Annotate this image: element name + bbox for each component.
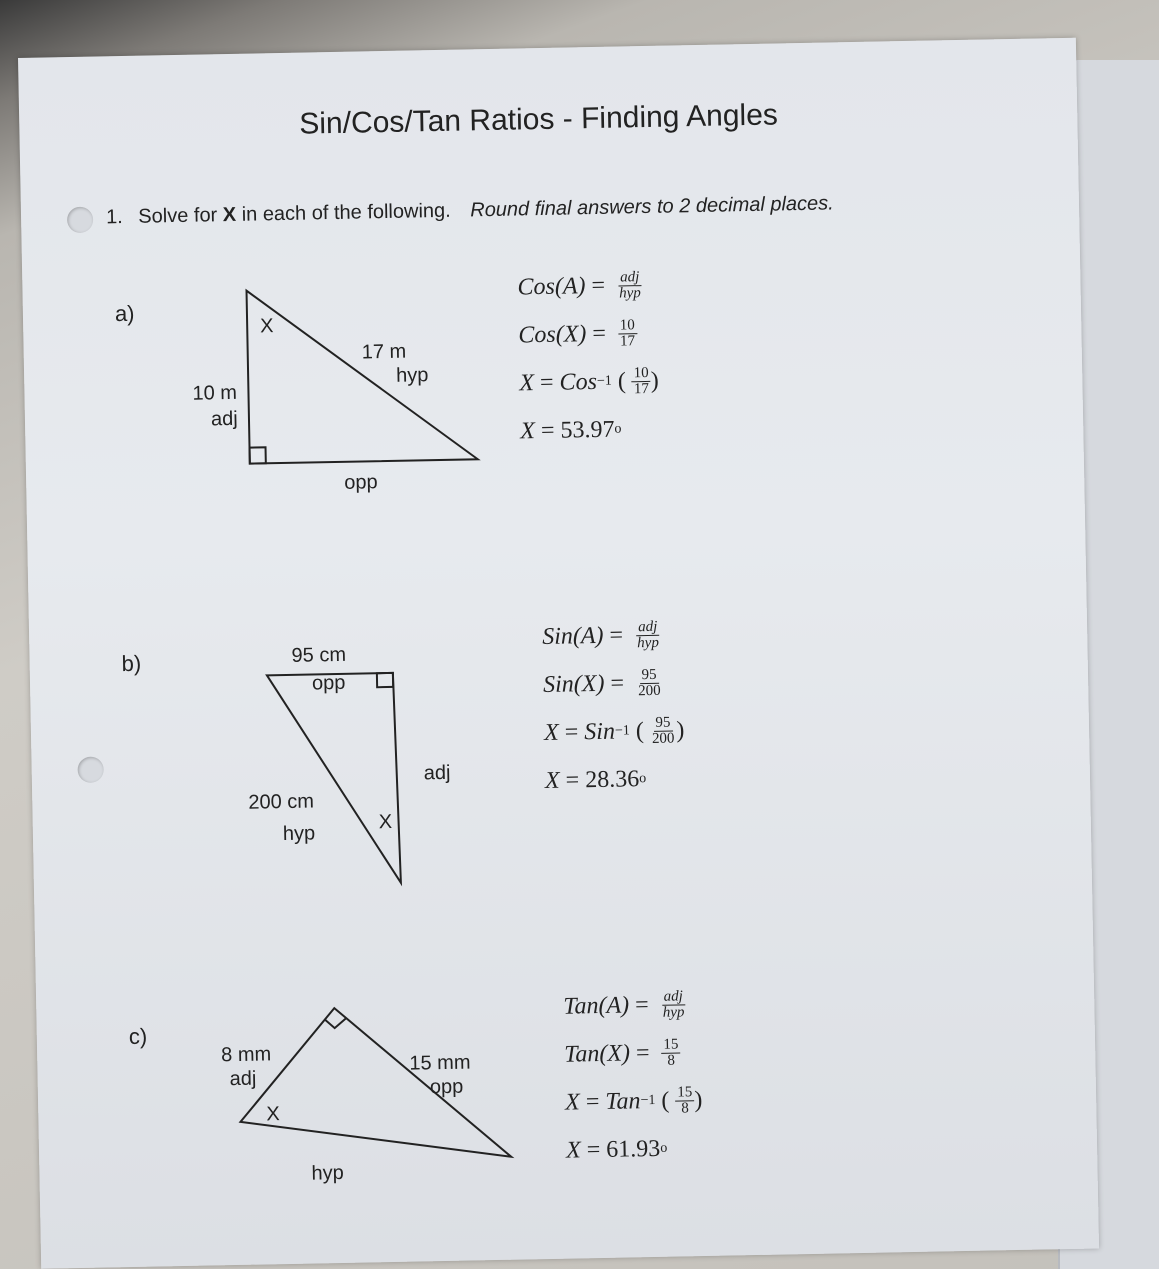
- instruction-text: Solve for: [138, 204, 218, 228]
- page-title: Sin/Cos/Tan Ratios - Finding Angles: [299, 98, 779, 141]
- question-number: 1.: [105, 206, 123, 229]
- fraction-numerator: adj: [662, 989, 685, 1005]
- fraction-numerator: 10: [618, 318, 637, 334]
- inverse-function: Sin: [584, 718, 616, 745]
- degree-symbol: o: [639, 771, 647, 787]
- side-role-label: hyp: [282, 822, 316, 846]
- answer-value: 53.97: [560, 416, 615, 444]
- angle-x-label: X: [259, 315, 274, 338]
- degree-symbol: o: [660, 1140, 668, 1156]
- rounding-note: Round final answers to 2 decimal places.: [470, 192, 834, 222]
- angle-x-label: X: [378, 810, 393, 834]
- inverse-function: Tan: [605, 1087, 641, 1115]
- answer-lhs: X: [544, 767, 560, 794]
- inverse-lhs: X: [519, 369, 535, 396]
- inverse-lhs: X: [564, 1088, 581, 1116]
- side-length-label: 200 cm: [248, 790, 315, 814]
- ratio-substitution: Tan(X): [563, 1039, 631, 1068]
- fraction-denominator: 200: [637, 682, 661, 699]
- fraction-numerator: 10: [632, 365, 651, 381]
- side-role-label: hyp: [311, 1161, 344, 1185]
- side-length-label: 10 m: [192, 381, 238, 405]
- problem-label-b: b): [121, 650, 142, 677]
- work-c: Tan(A) = $\frac{\text{adj}}{\text{hyp}}$ Tan(X) = $\frac{15}{8}$ X = Tan −1 ( $\frac{15}{8}$ ) X = 61.93 o: [563, 987, 703, 1164]
- triangle-a: [242, 284, 485, 469]
- problem-label-a: a): [114, 300, 135, 327]
- instruction-variable: X: [222, 203, 237, 227]
- fraction-numerator: adj: [636, 619, 659, 635]
- answer-lhs: X: [565, 1136, 581, 1164]
- fraction-denominator: 17: [619, 332, 636, 349]
- side-role-label: opp: [344, 471, 378, 494]
- side-role-label: opp: [429, 1075, 464, 1099]
- fraction-numerator: adj: [618, 270, 641, 286]
- fraction-numerator: 15: [675, 1085, 694, 1101]
- ratio-definition: Cos(A): [517, 272, 586, 300]
- side-length-label: 17 m: [361, 340, 407, 364]
- inverse-lhs: X: [543, 719, 559, 746]
- fraction-denominator: 200: [651, 730, 675, 747]
- answer-value: 61.93: [606, 1135, 661, 1163]
- degree-symbol: o: [614, 421, 622, 437]
- answer-lhs: X: [520, 417, 536, 444]
- fraction-denominator: hyp: [662, 1003, 685, 1021]
- side-length-label: 8 mm: [220, 1043, 272, 1067]
- answer-value: 28.36: [584, 765, 640, 793]
- side-role-label: adj: [423, 761, 451, 785]
- ratio-definition: Tan(A): [563, 991, 630, 1020]
- fraction-denominator: hyp: [619, 284, 641, 302]
- inverse-exponent: −1: [596, 373, 612, 389]
- side-role-label: adj: [229, 1067, 257, 1091]
- punch-hole: [77, 756, 103, 782]
- ratio-definition: Sin(A): [541, 622, 604, 650]
- inverse-function: Cos: [559, 368, 598, 396]
- side-length-label: 15 mm: [409, 1051, 471, 1075]
- inverse-exponent: −1: [640, 1092, 656, 1109]
- fraction-numerator: 95: [639, 667, 658, 683]
- work-b: Sin(A) = $\frac{\text{adj}}{\text{hyp}}$ Sin(X) = $\frac{95}{200}$ X = Sin −1 ( $\frac{95}{200}$ ) X = 28.36 o: [541, 618, 685, 794]
- side-role-label: opp: [311, 671, 346, 695]
- ratio-substitution: Cos(X): [518, 320, 587, 348]
- triangle-b: [265, 671, 409, 894]
- punch-hole: [67, 207, 93, 233]
- fraction-denominator: 8: [681, 1099, 689, 1116]
- side-role-label: adj: [210, 407, 238, 431]
- fraction-denominator: 8: [667, 1052, 676, 1069]
- fraction-numerator: 15: [661, 1037, 680, 1053]
- ratio-substitution: Sin(X): [542, 670, 605, 698]
- problem-label-c: c): [128, 1023, 148, 1050]
- angle-x-label: X: [266, 1103, 280, 1126]
- fraction-denominator: 17: [633, 380, 650, 397]
- instruction: [106, 192, 834, 229]
- inverse-exponent: −1: [614, 723, 630, 739]
- fraction-denominator: hyp: [637, 634, 660, 651]
- side-length-label: 95 cm: [291, 643, 347, 667]
- work-a: Cos(A) = $\frac{\text{adj}}{\text{hyp}}$ Cos(X) = $\frac{10}{17}$ X = Cos −1 ( $\frac{10}{17}$ ) X = 53.97 o: [517, 268, 660, 444]
- worksheet-page: [18, 38, 1099, 1269]
- side-role-label: hyp: [395, 364, 429, 387]
- fraction-numerator: 95: [653, 715, 672, 731]
- instruction-text: in each of the following.: [241, 199, 451, 226]
- triangle-c: [236, 999, 519, 1174]
